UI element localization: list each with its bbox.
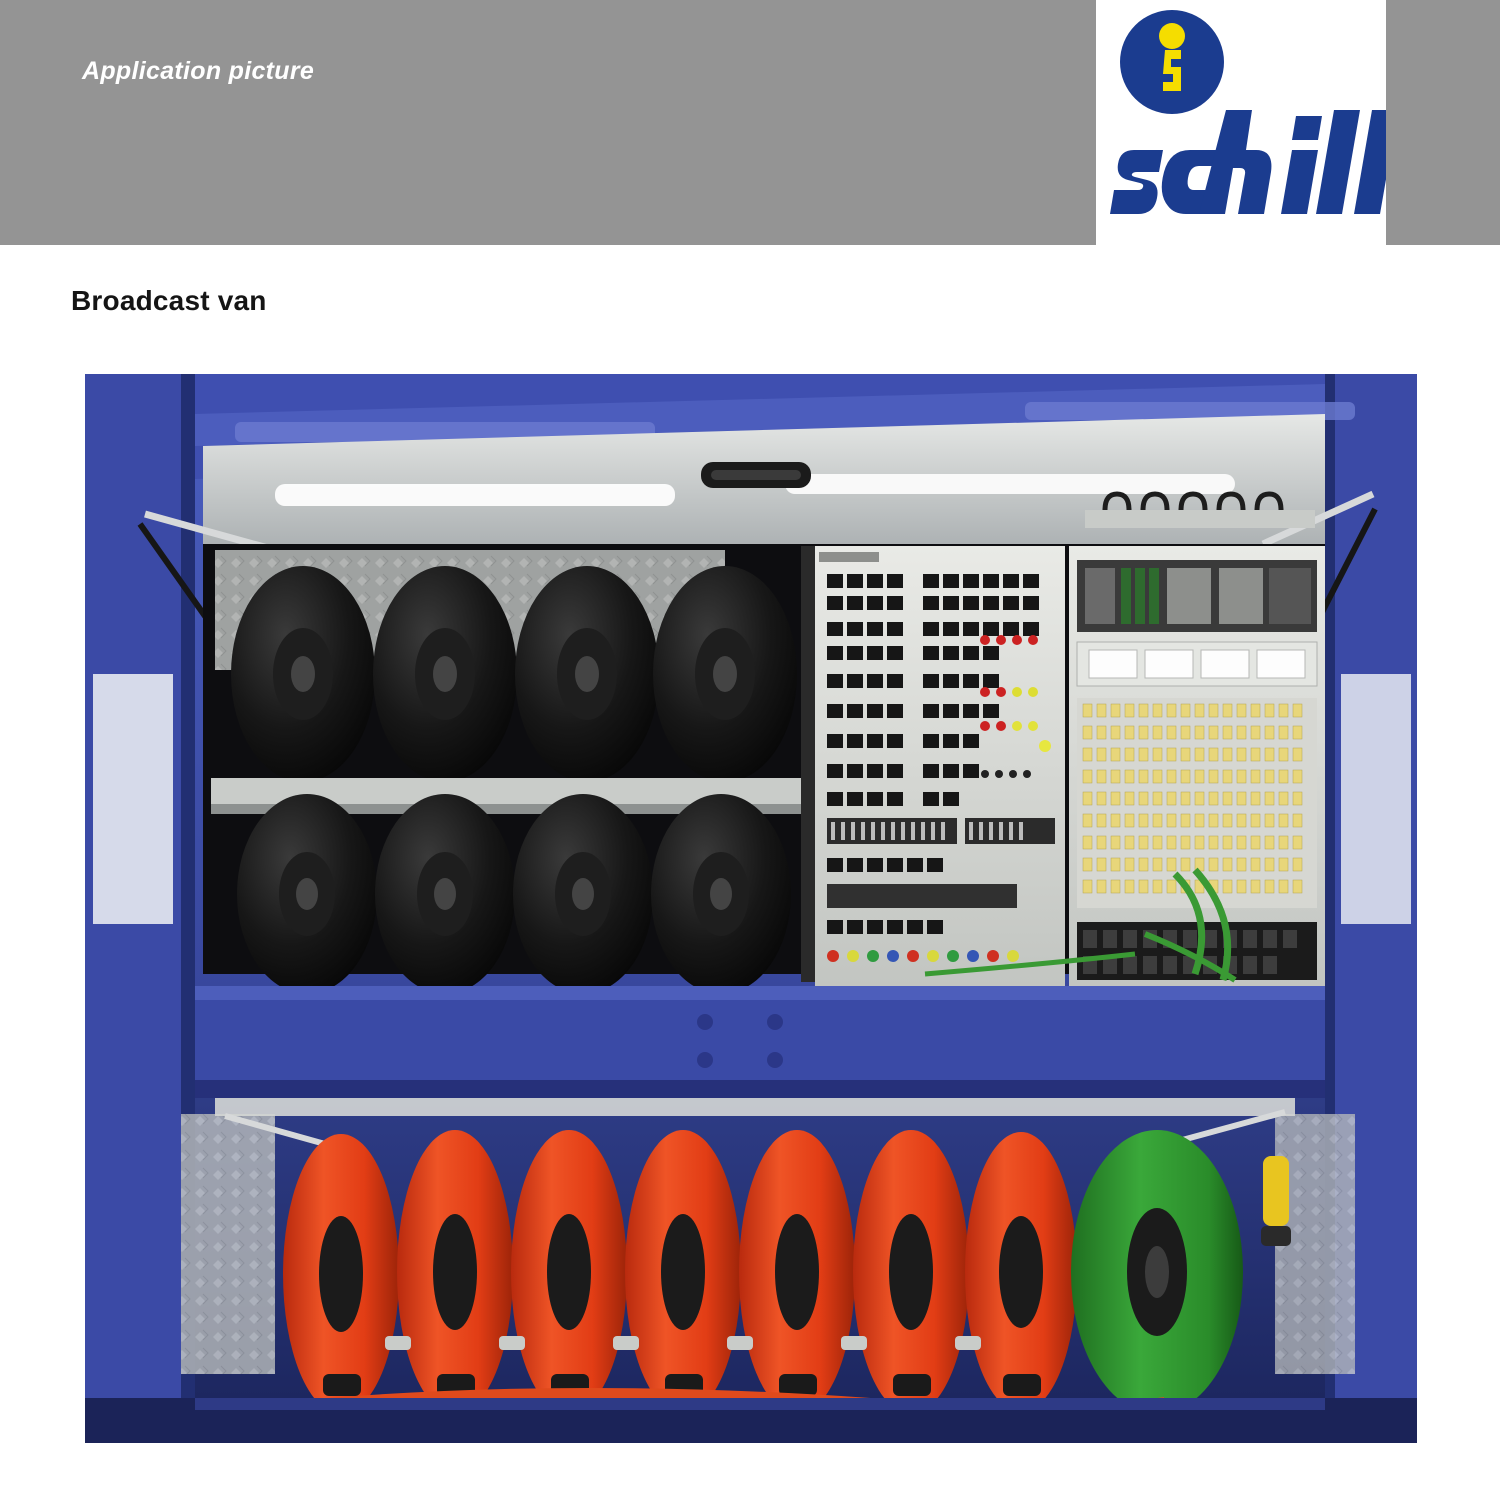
broadcast-van-photo-svg (85, 374, 1417, 1443)
lower-compartment-green-reel (1071, 1130, 1243, 1414)
broadcast-van-photo (85, 374, 1417, 1443)
page-title: Broadcast van (71, 285, 267, 316)
application-picture-label: Application picture (82, 57, 315, 85)
schill-logo-svg (1096, 0, 1386, 245)
schill-logo (1096, 0, 1386, 245)
patch-panel-rack-left (815, 546, 1065, 986)
